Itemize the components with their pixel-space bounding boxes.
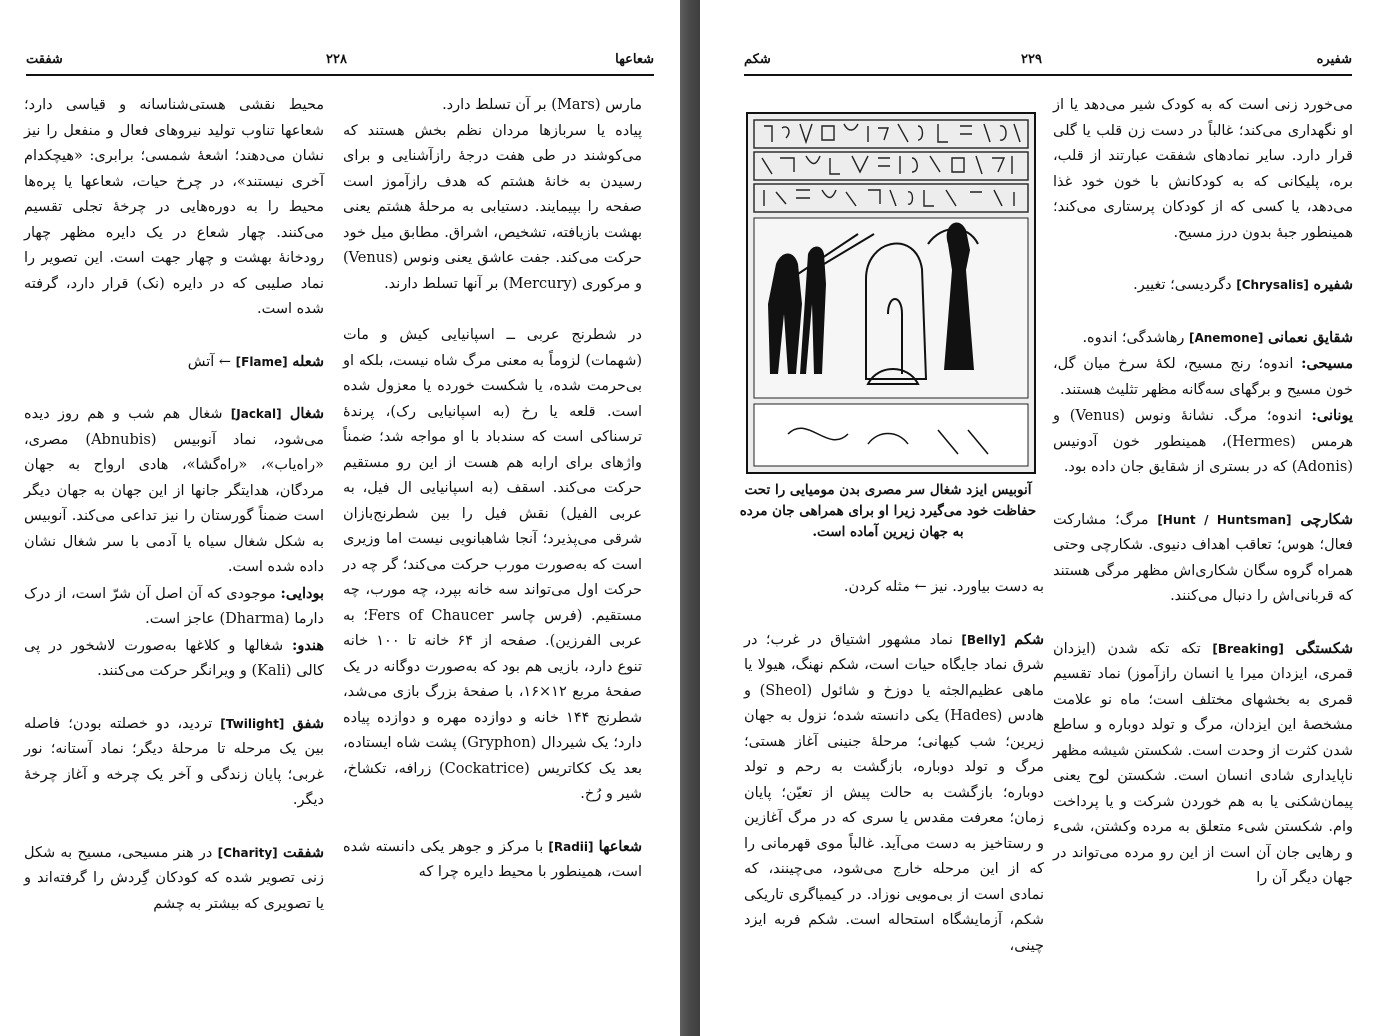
paragraph-gap xyxy=(744,601,1044,627)
entry-latin-term: [Belly] xyxy=(961,632,1006,647)
entry-latin-term: [Flame] xyxy=(235,354,288,369)
entry-text: اندوه؛ مرگ. نشانهٔ ونوس (Venus) و هرمس (Hermes)، همینطور خون آدونیس (Adonis) که در بستری از شقایق جان داده بود. xyxy=(1053,408,1353,475)
entry-latin-term: [Anemone] xyxy=(1188,330,1264,345)
paragraph-gap xyxy=(343,808,642,834)
text-paragraph xyxy=(1053,351,1353,403)
entry-text: به دست بیاورد. نیز ← مثله کردن. xyxy=(843,579,1044,595)
text-paragraph xyxy=(1053,93,1353,246)
entry-paragraph xyxy=(24,711,324,814)
entry-headword: شقایق نعمانی xyxy=(1267,328,1353,346)
text-paragraph xyxy=(24,581,324,633)
entry-text: تکه تکه شدن (ایزدان قمری، ایزدان میرا یا انسان رازآموز) نماد تقسیم قمری به بخشهای مختلف است؛ ماه نو علامت مشخصهٔ این ایزدان، مرگ و تولد دوباره و ساطع شدن کثرت از وحدت است. شکستن شیشه مظهر ناپایداری شادی انسان است. شکستن لوح یعنی پیمان‌شکنی یا به هم خوردن شرکت و یا پرداخت وام. شکستن شیء متعلق به مرده وکشتن، شیء و رهایی جان آن است از این رو مرده می‌تواند در جهان دیگر آن را xyxy=(1053,640,1353,886)
entry-latin-term: [Twilight] xyxy=(220,716,285,731)
entry-text: ← آتش xyxy=(187,353,236,370)
entry-headword: شعله xyxy=(292,352,324,370)
entry-headword: شفقت xyxy=(282,843,324,861)
anubis-illustration xyxy=(746,112,1036,474)
entry-headword: شفیره xyxy=(1313,276,1353,293)
entry-text: محیط نقشی هستی‌شناسانه و قیاسی دارد؛ شعاعها تناوب تولید نیروهای فعال و منفعل را نیز نشان می‌دهند؛ اشعهٔ شمسی؛ برابری: «هیچکدام آخری نیستند»، در چرخ حیات، شعاعها یا پره‌ها محیط را به دوره‌هایی در چرخهٔ تجلی تقسیم می‌کنند. چهار شعاع در یک دایره مظهر چهار رودخانهٔ بهشت و چهار جهت است. این تصویر را نماد صلیبی که در دایره (نک) قرار دارد، گرفته شده است. xyxy=(24,97,324,317)
figure-caption: آنوبیس ایزد شغال سر مصری بدن مومیایی را تحت حفاظت خود می‌گیرد زیرا او برای همراهی جان مرده به جهان زیرین آماده است. xyxy=(739,482,1037,540)
left-page-left-column xyxy=(24,93,324,917)
text-paragraph xyxy=(744,575,1044,601)
entry-paragraph xyxy=(1053,636,1353,892)
text-paragraph xyxy=(24,633,324,685)
subentry-tag: مسیحی: xyxy=(1301,355,1353,372)
paragraph-gap xyxy=(24,323,324,349)
right-page-number: ۲۲۹ xyxy=(1021,52,1042,67)
entry-text: مرگ؛ مشارکت فعال؛ هوس؛ تعاقب اهداف دنیوی. شکارچی وحتی همراه گروه سگان شکاری‌اش مظهر مرگی هستند که قربانی‌اش را دنبال می‌کنند. xyxy=(1053,511,1353,604)
entry-paragraph xyxy=(1053,507,1353,610)
left-page-header xyxy=(26,52,654,74)
entry-text: در شطرنج عربی ــ اسپانیایی کیش و مات (شهمات) لزوماً به معنی مرگ شاه نیست، بلکه او بی‌حرمت شده، یا شکست خورده یا معزول شده است. قلعه یا رخ (به اسپانیایی رک)، پرندهٔ ترسناکی است که سندباد با او مواجه شد؛ ضمناً واژهای برای ارابه هم هست از این رو مستقیم حرکت می‌کند. اسقف (به اسپانیایی ال فیل، به عربی الفیل) نقش فیل را بین شطرنج‌بازان شرقی می‌پذیرد؛ آنجا شاهبانویی نیست اما وزیری است که به‌صورت مورب حرکت می‌کند؛ گر چه در حرکت اول می‌تواند سه خانه بپرد، چه مورب، چه مستقیم. (فرس چاسر Fers of Chaucer؛ به عربی الفرزین). صفحه از ۶۴ خانه تا ۱۰۰ خانه تنوع دارد، بازیی هم بود که به‌صورت دوگانه در یک صفحهٔ مربع ۱۲×۱۶، با صفحهٔ بزرگ بازی می‌شد، شطرنج ۱۴۴ خانه و دوازده مهره و دوازده پیاده دارد؛ یک شیردال (Gryphon) پشت شاه ایستاده، بعد یک ککاتریس (Cockatrice) زرافه، تکشاخ، شیر و رُخ. xyxy=(343,327,643,802)
entry-paragraph xyxy=(343,834,642,886)
entry-paragraph xyxy=(24,349,324,376)
entry-headword: شغال xyxy=(289,405,324,422)
book-gutter xyxy=(680,0,700,1036)
paragraph-gap xyxy=(1053,610,1353,636)
entry-paragraph xyxy=(1053,272,1353,299)
entry-latin-term: [Breaking] xyxy=(1212,641,1284,656)
entry-latin-term: [Radii] xyxy=(548,839,594,854)
entry-headword: شکستگی xyxy=(1295,639,1353,657)
text-paragraph xyxy=(24,93,324,323)
entry-headword: شعاعها xyxy=(598,837,642,855)
subentry-tag: هندو: xyxy=(292,636,324,654)
right-header-rule xyxy=(744,74,1352,76)
entry-headword: شکارچی xyxy=(1300,510,1353,528)
entry-latin-term: [Charity] xyxy=(217,845,278,860)
right-header-left-word: شکم xyxy=(744,52,771,67)
entry-paragraph xyxy=(1053,325,1353,352)
entry-text: پیاده یا سربازها مردان نظم بخش هستند که می‌کوشند در طی هفت درجهٔ رازآشنایی و برای رسیدن به خانهٔ هشتم که هدف رازآموز است صفحه را بپیمایند. دستیابی به مرحلهٔ هشتم یعنی بهشت بازیافته، تشخیص، اشراق. مطابق میل خود حرکت می‌کند. جفت عاشق یعنی ونوس (Venus) و مرکوری (Mercury) بر آنها تسلط دارند. xyxy=(343,122,642,292)
entry-text: موجودی که آن اصل آن شرّ است، از درک دارما (Dharma) عاجز است. xyxy=(24,585,324,627)
entry-text: مارس (Mars) بر آن تسلط دارد. xyxy=(442,97,642,113)
right-page-header xyxy=(744,52,1352,74)
entry-paragraph xyxy=(24,840,324,918)
entry-latin-term: [Chrysalis] xyxy=(1236,278,1309,292)
right-page-right-column xyxy=(1053,93,1353,892)
entry-text: می‌خورد زنی است که به کودک شیر می‌دهد یا از او نگهداری می‌کند؛ غالباً در دست زن قلب یا گلی قرار دارد. سایر نمادهای شفقت عبارتند از قلب، بره، پلیکانی که به کودکانش با خون خود غذا می‌دهد، یا کسی که از کودکان پرستاری می‌کند؛ همینطور جبهٔ بدون درز مسیح. xyxy=(1053,97,1353,241)
right-header-right-word: شفیره xyxy=(1316,52,1352,67)
paragraph-gap xyxy=(343,297,642,323)
entry-headword: شفق xyxy=(292,714,325,732)
text-paragraph xyxy=(1053,403,1353,481)
left-header-rule xyxy=(26,74,654,76)
entry-text: در هنر مسیحی، مسیح به شکل زنی تصویر شده که کودکان گِردش را گرفته‌اند و یا تصویری که بیشتر به چشم xyxy=(24,844,324,912)
entry-text: نماد مشهور اشتیاق در غرب؛ در شرق نماد جایگاه حیات است، شکم نهنگ، هیولا یا ماهی عظیم‌الجثه یا دوزخ و شائول (Sheol) و هادس (Hades) یکی دانسته شده؛ نزول به جهان زیرین؛ شب کیهانی؛ مرحلهٔ جنینی آغاز هستی؛ مرگ و تولد دوباره، بازگشت به رحم و تولد دوباره؛ بازگشت به حالت پیش از تعیّن؛ پایان زمان؛ معرفت مقدس یا سری که در مرگ آغازین و رستاخیز به دست می‌آید. غالباً موی قهرمانی را که از این مرحله خارج می‌شود، می‌چینند، که نمادی است از بی‌مویی نوزاد. در کیمیاگری تاریکی شکم، آزمایشگاه استحاله است. شکم فربه ایزد چینی، xyxy=(744,631,1044,954)
entry-text: شغال هم شب و هم روز دیده می‌شود، نماد آنوبیس (Abnubis) مصری، «راه‌یاب»، «راه‌گشا»، هادی ارواح به جهان مردگان، هدایتگر جانها از این جهان به جهان دیگر است ضمناً گورستان را نیز تداعی می‌کند. آنوبیس به شکل شغال سیاه یا آدمی با سر شغال نشان داده شده است. xyxy=(24,406,324,575)
paragraph-gap xyxy=(24,685,324,711)
paragraph-gap xyxy=(1053,246,1353,272)
paragraph-gap xyxy=(24,375,324,401)
text-paragraph xyxy=(343,323,642,808)
left-page-right-column xyxy=(343,93,642,886)
entry-text: با مرکز و جوهر یکی دانسته شده است، همینطور با محیط دایره چرا که xyxy=(343,838,642,880)
paragraph-gap xyxy=(1053,299,1353,325)
left-header-right-word: شعاعها xyxy=(615,52,654,67)
subentry-tag: یونانی: xyxy=(1311,407,1353,424)
entry-paragraph xyxy=(24,401,324,581)
left-header-left-word: شفقت xyxy=(26,52,63,67)
paragraph-gap xyxy=(24,814,324,840)
entry-text: تردید، دو خصلته بودن؛ فاصله بین یک مرحله تا مرحلهٔ دیگر؛ نماد آستانه؛ نور غربی؛ پایان زندگی و آخر یک چرخه و آغاز چرخهٔ دیگر. xyxy=(24,715,324,808)
left-page-number: ۲۲۸ xyxy=(326,52,347,67)
entry-text: رهاشدگی؛ اندوه. xyxy=(1082,329,1189,346)
entry-text: شغالها و کلاغها به‌صورت لاشخور در پی کالی (Kali) و ویرانگر حرکت می‌کنند. xyxy=(24,637,324,679)
entry-latin-term: [Jackal] xyxy=(230,407,282,421)
anubis-image xyxy=(748,114,1034,472)
subentry-tag: بودایی: xyxy=(280,584,324,602)
left-page xyxy=(0,0,680,1036)
paragraph-gap xyxy=(1053,481,1353,507)
entry-paragraph xyxy=(744,627,1044,960)
text-paragraph xyxy=(343,93,642,119)
entry-text: اندوه؛ رنج مسیح، لکهٔ سرخ میان گل، خون مسیح و برگهای سه‌گانه مظهر تثلیث هستند. xyxy=(1053,356,1353,398)
text-paragraph xyxy=(343,119,642,298)
entry-text: دگردیسی؛ تغییر. xyxy=(1133,277,1237,293)
entry-latin-term: [Hunt / Huntsman] xyxy=(1157,512,1292,527)
right-page-left-column xyxy=(744,575,1044,959)
entry-headword: شکم xyxy=(1014,630,1045,648)
